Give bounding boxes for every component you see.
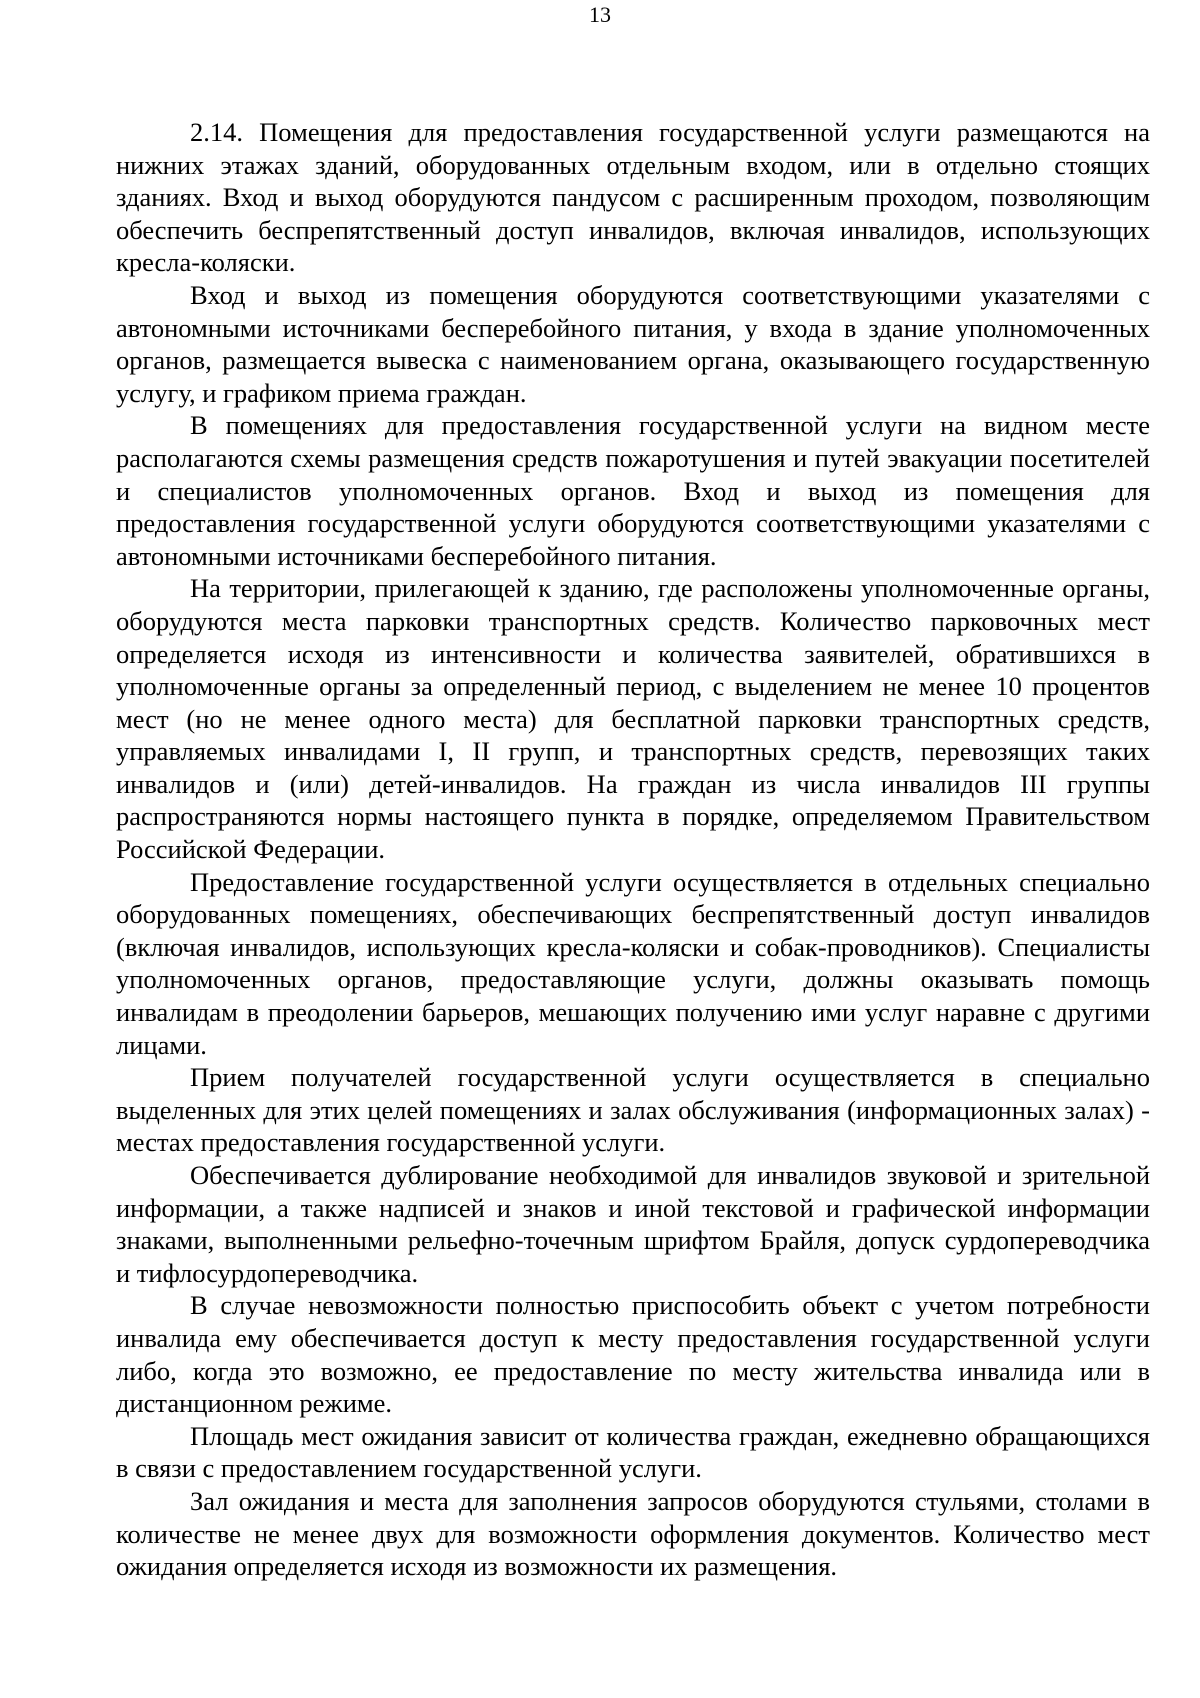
document-body [116, 116, 1150, 1583]
paragraph-entrance-signs: Вход и выход из помещения оборудуются соответствующими указателями с автономными источниками бесперебойного питания, у входа в здание уполномоченных органов, размещается вывеска с наименованием органа, оказывающего государственную услугу, и графиком приема граждан. [116, 279, 1150, 408]
paragraph-parking: На территории, прилегающей к зданию, где расположены уполномоченные органы, оборудуются места парковки транспортных средств. Количество парковочных мест определяется исходя из интенсивности и количества заявителей, обратившихся в уполномоченные органы за определенный период, с выделением не менее 10 процентов мест (но не менее одного места) для бесплатной парковки транспортных средств, управляемых инвалидами I, II групп, и транспортных средств, перевозящих таких инвалидов и (или) детей-инвалидов. На граждан из числа инвалидов III группы распространяются нормы настоящего пункта в порядке, определяемом Правительством Российской Федерации. [116, 573, 1150, 865]
paragraph-reception-halls: Прием получателей государственной услуги осуществляется в специально выделенных для этих целей помещениях и залах обслуживания (информационных залах) - местах предоставления государственной услуги. [116, 1062, 1150, 1158]
paragraph-waiting-hall-furniture: Зал ожидания и места для заполнения запросов оборудуются стульями, столами в количестве не менее двух для возможности оформления документов. Количество мест ожидания определяется исходя из возможности их размещения. [116, 1485, 1150, 1582]
paragraph-2-14-premises: 2.14. Помещения для предоставления государственной услуги размещаются на нижних этажах зданий, оборудованных отдельным входом, или в отдельно стоящих зданиях. Вход и выход оборудуются пандусом с расширенным проходом, позволяющим обеспечить беспрепятственный доступ инвалидов, включая инвалидов, использующих кресла-коляски. [116, 117, 1150, 278]
paragraph-waiting-area-size: Площадь мест ожидания зависит от количества граждан, ежедневно обращающихся в связи с предоставлением государственной услуги. [116, 1420, 1150, 1484]
paragraph-braille-duplication: Обеспечивается дублирование необходимой для инвалидов звуковой и зрительной информации, а также надписей и знаков и иной текстовой и графической информации знаками, выполненными рельефно-точечным шрифтом Брайля, допуск сурдопереводчика и тифлосурдопереводчика. [116, 1160, 1150, 1288]
page-number: 13 [589, 2, 611, 27]
paragraph-evacuation-schemes: В помещениях для предоставления государственной услуги на видном месте располагаются схемы размещения средств пожаротушения и путей эвакуации посетителей и специалистов уполномоченных органов. Вход и выход из помещения для предоставления государственной услуги оборудуются соответствующими указателями с автономными источниками бесперебойного питания. [116, 410, 1150, 571]
paragraph-accessible-premises: Предоставление государственной услуги осуществляется в отдельных специально оборудованных помещениях, обеспечивающих беспрепятственный доступ инвалидов (включая инвалидов, использующих кресла-коляски и собак-проводников). Специалисты уполномоченных органов, предоставляющие услуги, должны оказывать помощь инвалидам в преодолении барьеров, мешающих получению ими услуг наравне с другими лицами. [116, 866, 1150, 1060]
paragraph-remote-service: В случае невозможности полностью приспособить объект с учетом потребности инвалида ему обеспечивается доступ к месту предоставления государственной услуги либо, когда это возможно, ее предоставление по месту жительства инвалида или в дистанционном режиме. [116, 1290, 1150, 1419]
